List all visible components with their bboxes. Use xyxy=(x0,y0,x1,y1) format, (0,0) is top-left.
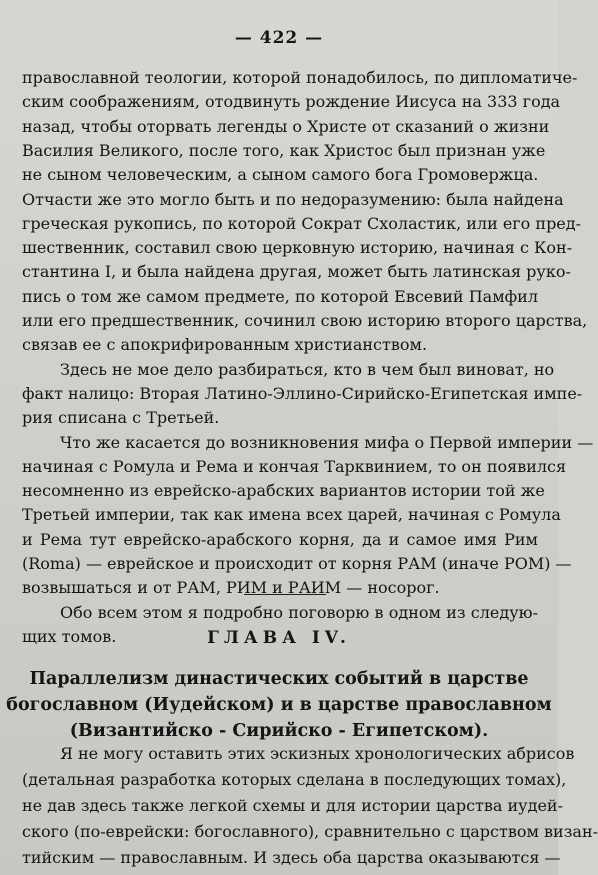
text-line: Обо всем этом я подробно поговорю в одном из следую- xyxy=(60,602,538,622)
chapter-title-line: Параллелизм династических событий в царстве xyxy=(29,669,529,689)
page-number: — 422 — xyxy=(234,28,324,48)
text-line: пись о том же самом предмете, по которой Евсевий Памфил xyxy=(22,286,538,306)
text-line: Василия Великого, после того, как Христос был признан уже xyxy=(22,140,546,160)
text-line: щих томов. xyxy=(22,626,117,646)
chapter-title-line: (Византийско - Сирийско - Египетском). xyxy=(69,721,489,741)
section-divider xyxy=(244,594,326,595)
text-line: Я не могу оставить этих эскизных хронологических абрисов xyxy=(60,744,575,763)
text-line: православной теологии, которой понадобилось, по дипломатиче- xyxy=(22,68,578,87)
text-line: греческая рукопись, по которой Сократ Схоластик, или его пред- xyxy=(22,213,582,233)
text-line: ского (по-еврейски: богославного), сравнительно с царством визан- xyxy=(22,822,598,841)
text-line: тийским — православным. И здесь оба царства оказываются — xyxy=(22,848,561,867)
text-line: Здесь не мое дело разбираться, кто в чем был виноват, но xyxy=(60,359,555,379)
text-line: Третьей империи, так как имена всех царей, начиная с Ромула xyxy=(22,505,561,525)
text-line: шественник, составил свою церковную историю, начиная с Кон- xyxy=(22,238,573,258)
text-line: Отчасти же это могло быть и по недоразумению: была найдена xyxy=(22,189,564,209)
text-line: не сыном человеческим, а сыном самого бога Громовержца. xyxy=(22,165,539,185)
text-line: ским соображениям, отодвинуть рождение Иисуса на 333 года xyxy=(22,92,561,112)
text-line: (Roma) — еврейское и происходит от корня РАМ (иначе РОМ) — xyxy=(22,554,572,573)
text-line: рия списана с Третьей. xyxy=(22,408,220,428)
text-line: и Рема тут еврейско-арабского корня, да и самое имя Рим xyxy=(22,529,538,549)
text-line: назад, чтобы оторвать легенды о Христе от сказаний о жизни xyxy=(22,116,550,136)
text-line: возвышаться и от РАМ, РИМ и РАИМ — носорог. xyxy=(22,578,440,598)
text-line: не дав здесь также легкой схемы и для истории царства иудей- xyxy=(22,796,563,815)
text-line: стантина I, и была найдена другая, может быть латинская руко- xyxy=(22,262,571,282)
text-line: факт налицо: Вторая Латино-Эллино-Сирийско-Египетская импе- xyxy=(22,383,583,403)
text-line: (детальная разработка которых сделана в последующих томах), xyxy=(22,770,567,789)
text-line: или его предшественник, сочинил свою историю второго царства, xyxy=(22,311,588,330)
chapter-heading: ГЛАВА IV. xyxy=(207,628,351,648)
text-line: Что же касается до возникновения мифа о Первой империи — xyxy=(60,432,594,452)
text-line: связав ее с апокрифированным христианством. xyxy=(22,335,428,355)
text-line: начиная с Ромула и Рема и кончая Тарквинием, то он появился xyxy=(22,456,567,476)
text-line: несомненно из еврейско-арабских вариантов истории той же xyxy=(22,481,545,501)
chapter-title-line: богославном (Иудейском) и в царстве православном xyxy=(6,695,552,715)
